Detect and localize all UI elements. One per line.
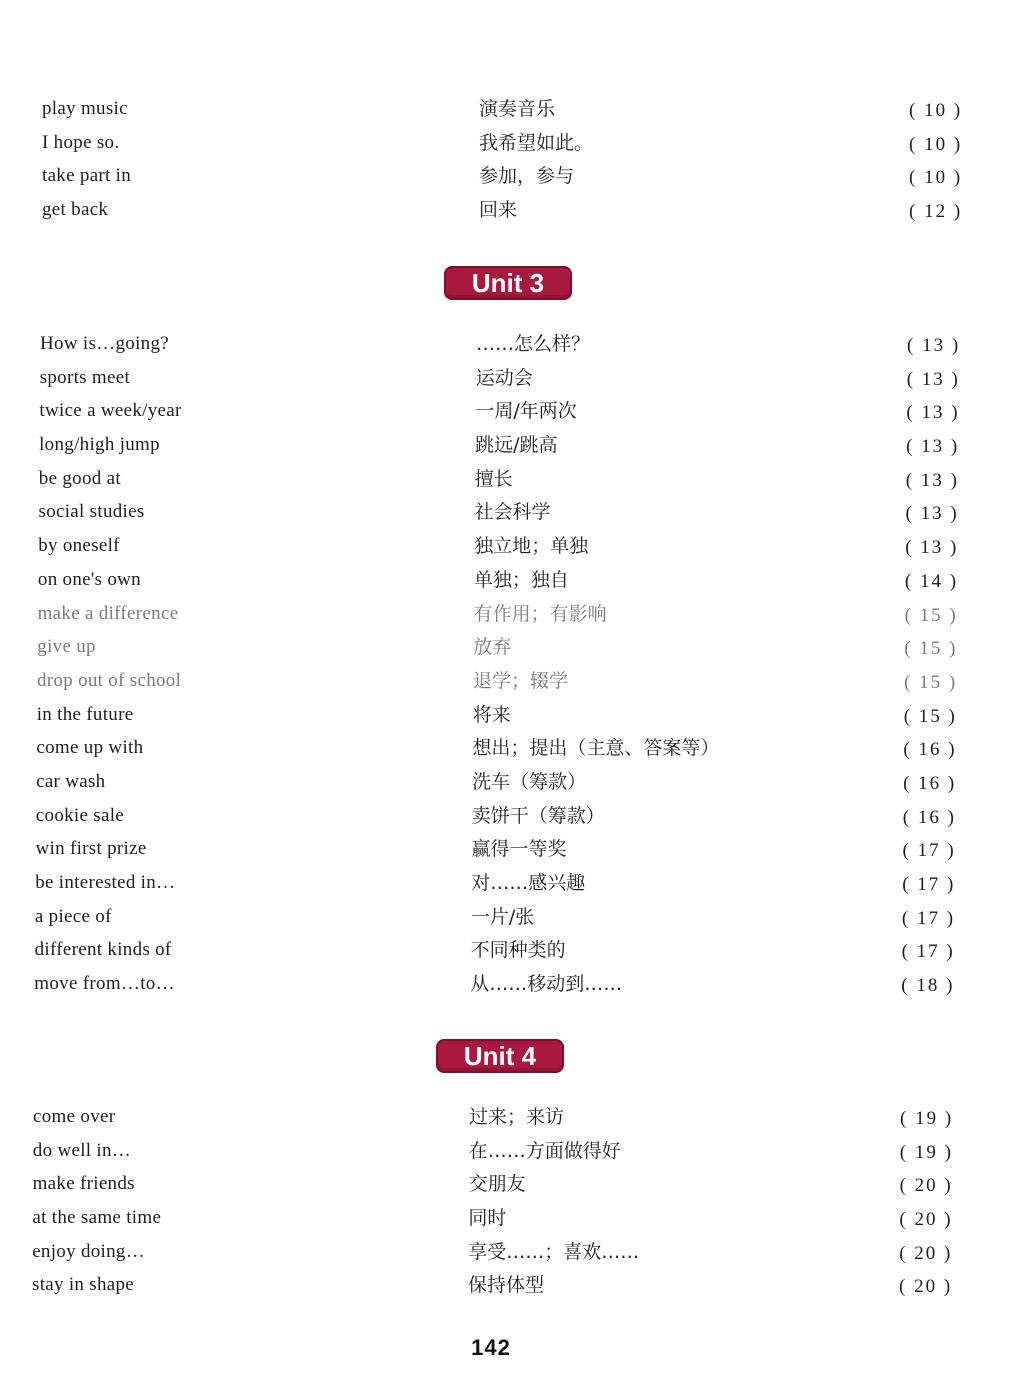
- page-reference: ( 13 ): [905, 503, 959, 525]
- page-reference: ( 13 ): [907, 335, 961, 356]
- english-phrase: win first prize: [35, 838, 147, 860]
- vocab-row: [0, 837, 1024, 871]
- chinese-meaning: 从……移动到……: [470, 973, 623, 996]
- english-phrase: get back: [42, 199, 109, 221]
- page-reference: ( 16 ): [903, 739, 957, 761]
- chinese-meaning: 将来: [472, 703, 511, 726]
- english-phrase: twice a week/year: [39, 400, 182, 422]
- page-reference: ( 19 ): [899, 1141, 953, 1163]
- chinese-meaning: 保持体型: [468, 1274, 545, 1297]
- english-phrase: do well in…: [32, 1139, 132, 1161]
- vocab-row: [0, 1240, 1024, 1274]
- page-reference: ( 17 ): [901, 941, 955, 963]
- vocab-row: [0, 568, 1024, 602]
- vocab-row: [0, 332, 1024, 366]
- english-phrase: stay in shape: [32, 1274, 135, 1296]
- top-vocab-list: [0, 97, 1024, 232]
- vocab-row: [0, 467, 1024, 501]
- chinese-meaning: 同时: [468, 1207, 507, 1230]
- english-phrase: cookie sale: [35, 804, 125, 826]
- chinese-meaning: 一周/年两次: [475, 400, 577, 423]
- english-phrase: enjoy doing…: [32, 1240, 146, 1262]
- vocab-row: [0, 804, 1024, 838]
- vocab-row: [0, 500, 1024, 534]
- page-reference: ( 13 ): [905, 469, 959, 491]
- english-phrase: I hope so.: [42, 131, 120, 153]
- english-phrase: take part in: [42, 165, 132, 187]
- chinese-meaning: 赢得一等奖: [471, 838, 567, 861]
- english-phrase: come up with: [36, 737, 144, 759]
- chinese-meaning: 想出；提出（主意、答案等）: [472, 737, 720, 760]
- page-number: 142: [471, 1335, 511, 1360]
- chinese-meaning: 我希望如此。: [479, 131, 594, 154]
- vocab-row: [0, 669, 1024, 703]
- chinese-meaning: 跳远/跳高: [475, 434, 558, 457]
- page-reference: ( 13 ): [906, 402, 960, 424]
- chinese-meaning: 社会科学: [474, 501, 551, 524]
- vocab-row: [0, 1273, 1024, 1307]
- vocab-row: [0, 164, 1024, 198]
- page-reference: ( 15 ): [904, 604, 958, 626]
- chinese-meaning: ……怎么样？: [476, 333, 591, 355]
- english-phrase: long/high jump: [39, 434, 160, 456]
- page-reference: ( 10 ): [909, 167, 963, 189]
- english-phrase: in the future: [36, 703, 134, 725]
- page-reference: ( 12 ): [909, 201, 963, 223]
- english-phrase: social studies: [38, 501, 145, 523]
- page-reference: ( 10 ): [909, 100, 963, 121]
- vocab-row: [0, 703, 1024, 737]
- vocab-row: [0, 97, 1024, 131]
- english-phrase: at the same time: [32, 1207, 162, 1229]
- chinese-meaning: 一片/张: [470, 905, 535, 928]
- english-phrase: move from…to…: [34, 973, 175, 995]
- english-phrase: be good at: [38, 467, 121, 489]
- chinese-meaning: 交朋友: [468, 1173, 526, 1196]
- unit-4-badge: Unit 4: [436, 1039, 564, 1073]
- vocab-row: [0, 1206, 1024, 1240]
- vocab-row: [0, 433, 1024, 467]
- chinese-meaning: 有作用；有影响: [473, 602, 607, 625]
- chinese-meaning: 独立地；单独: [474, 535, 589, 558]
- page-reference: ( 19 ): [900, 1108, 954, 1129]
- chinese-meaning: 不同种类的: [470, 939, 566, 962]
- unit-4-vocab-list: [0, 1105, 1024, 1307]
- vocab-row: [0, 635, 1024, 669]
- english-phrase: different kinds of: [34, 939, 172, 961]
- page-reference: ( 18 ): [901, 975, 955, 997]
- chinese-meaning: 回来: [479, 199, 518, 222]
- chinese-meaning: 放弃: [473, 636, 512, 659]
- vocab-row: [0, 198, 1024, 232]
- vocab-row: [0, 905, 1024, 939]
- vocab-row: [0, 736, 1024, 770]
- page-reference: ( 13 ): [905, 537, 959, 559]
- english-phrase: on one's own: [37, 568, 141, 590]
- chinese-meaning: 洗车（筹款）: [472, 770, 587, 793]
- chinese-meaning: 享受……；喜欢……: [468, 1240, 640, 1263]
- page-reference: ( 15 ): [903, 705, 957, 727]
- chinese-meaning: 对……感兴趣: [471, 872, 586, 894]
- english-phrase: be interested in…: [35, 872, 176, 893]
- page-reference: ( 20 ): [899, 1175, 953, 1197]
- page-reference: ( 16 ): [902, 806, 956, 828]
- english-phrase: come over: [33, 1106, 116, 1127]
- page-reference: ( 16 ): [903, 772, 957, 794]
- page-reference: ( 20 ): [899, 1209, 953, 1231]
- vocab-row: [0, 131, 1024, 165]
- page-reference: ( 20 ): [899, 1242, 953, 1264]
- vocab-row: [0, 399, 1024, 433]
- english-phrase: sports meet: [39, 366, 131, 388]
- chinese-meaning: 卖饼干（筹款）: [471, 804, 605, 827]
- vocab-row: [0, 1105, 1024, 1139]
- page-reference: ( 14 ): [904, 570, 959, 592]
- chinese-meaning: 擅长: [474, 467, 513, 490]
- vocab-row: [0, 1139, 1024, 1173]
- page-reference: ( 20 ): [899, 1276, 953, 1298]
- vocab-row: [0, 770, 1024, 804]
- english-phrase: make a difference: [37, 602, 179, 624]
- chinese-meaning: 运动会: [475, 366, 533, 389]
- vocab-row: [0, 366, 1024, 400]
- english-phrase: car wash: [36, 770, 106, 792]
- vocab-row: [0, 938, 1024, 972]
- vocab-row: [0, 871, 1024, 905]
- vocab-row: [0, 602, 1024, 636]
- page-reference: ( 13 ): [906, 368, 960, 390]
- chinese-meaning: 演奏音乐: [479, 98, 556, 120]
- page-reference: ( 17 ): [901, 907, 956, 929]
- vocab-row: [0, 534, 1024, 568]
- chinese-meaning: 过来；来访: [469, 1106, 565, 1128]
- chinese-meaning: 单独；独自: [473, 568, 569, 591]
- chinese-meaning: 退学；辍学: [473, 669, 569, 692]
- page-reference: ( 17 ): [902, 874, 956, 895]
- english-phrase: make friends: [32, 1173, 135, 1195]
- english-phrase: by oneself: [38, 535, 120, 557]
- vocab-row: [0, 1172, 1024, 1206]
- page-reference: ( 10 ): [909, 133, 963, 155]
- page-reference: ( 13 ): [906, 436, 960, 458]
- english-phrase: a piece of: [34, 905, 112, 927]
- english-phrase: How is…going?: [40, 333, 169, 354]
- page-reference: ( 15 ): [904, 638, 958, 660]
- chinese-meaning: 参加，参与: [479, 165, 575, 188]
- unit-3-badge: Unit 3: [444, 266, 572, 300]
- unit-3-vocab-list: [0, 332, 1024, 1006]
- page-reference: ( 15 ): [904, 671, 958, 693]
- english-phrase: drop out of school: [37, 669, 182, 691]
- chinese-meaning: 在……方面做得好: [468, 1139, 621, 1162]
- english-phrase: play music: [42, 98, 128, 119]
- vocab-row: [0, 972, 1024, 1006]
- english-phrase: give up: [37, 636, 96, 658]
- page-reference: ( 17 ): [902, 840, 956, 862]
